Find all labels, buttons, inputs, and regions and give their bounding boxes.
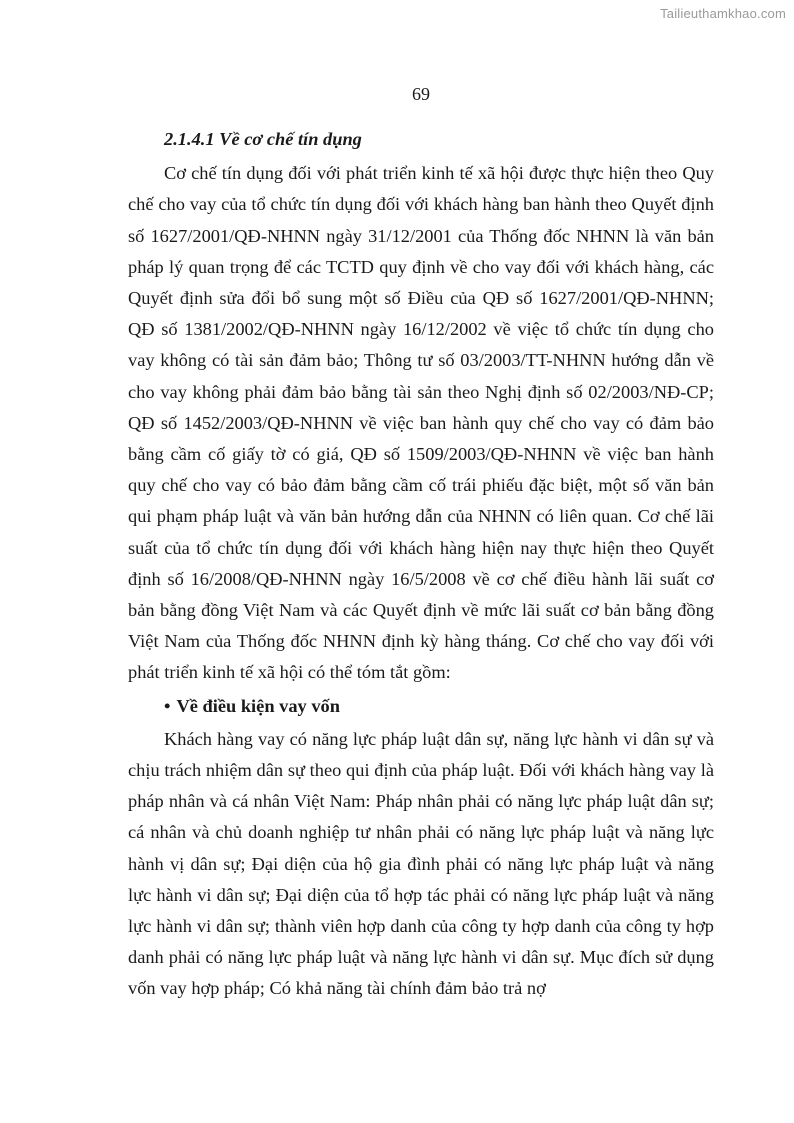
section-heading: 2.1.4.1 Về cơ chế tín dụng (164, 129, 362, 149)
body-paragraph-2: Khách hàng vay có năng lực pháp luật dân sự, năng lực hành vi dân sự và chịu trách nhiệm dân sự theo qui định của pháp luật. Đối với khách hàng vay là pháp nhân và cá nhân Việt Nam: Pháp nhân phải có năng lực pháp luật dân sự; cá nhân và chủ doanh nghiệp tư nhân phải có năng lực pháp luật và năng lực hành vị dân sự; Đại diện của hộ gia đình phải có năng lực pháp luật và năng lực hành vi dân sự; Đại diện của tổ hợp tác phải có năng lực pháp luật và năng lực hành vi dân sự; thành viên hợp danh của công ty hợp danh của công ty hợp danh phải có năng lực pháp luật và năng lực hành vi dân sự. Mục đích sử dụng vốn vay hợp pháp; Có khả năng tài chính đảm bảo trả nợ (128, 728, 714, 999)
bullet-heading: Về điều kiện vay vốn (176, 695, 340, 716)
page-body (128, 124, 714, 1005)
body-paragraph-1: Cơ chế tín dụng đối với phát triển kinh tế xã hội được thực hiện theo Quy chế cho vay của tổ chức tín dụng đối với khách hàng ban hành theo Quyết định số 1627/2001/QĐ-NHNN ngày 31/12/2001 của Thống đốc NHNN là văn bản pháp lý quan trọng để các TCTD quy định về cho vay đối với khách hàng, các Quyết định sửa đổi bổ sung một số Điều của QĐ số 1627/2001/QĐ-NHNN; QĐ số 1381/2002/QĐ-NHNN ngày 16/12/2002 về việc tổ chức tín dụng cho vay không có tài sản đảm bảo; Thông tư số 03/2003/TT-NHNN hướng dẫn về cho vay không phải đảm bảo bằng tài sản theo Nghị định số 02/2003/NĐ-CP; QĐ số 1452/2003/QĐ-NHNN về việc ban hành quy chế cho vay có đảm bảo bằng cầm cố giấy tờ có giá, QĐ số 1509/2003/QĐ-NHNN về việc ban hành quy chế cho vay có bảo đảm bằng cầm cố trái phiếu đặc biệt, một số văn bản qui phạm pháp luật và văn bản hướng dẫn của NHNN có liên quan. Cơ chế lãi suất của tổ chức tín dụng đối với khách hàng hiện nay thực hiện theo Quyết định số 16/2008/QĐ-NHNN ngày 16/5/2008 về cơ chế điều hành lãi suất cơ bản bằng đồng Việt Nam và các Quyết định về mức lãi suất cơ bản bằng đồng Việt Nam của Thống đốc NHNN định kỳ hàng tháng. Cơ chế cho vay đối với phát triển kinh tế xã hội có thể tóm tắt gồm: (128, 163, 714, 683)
bullet-icon: • (164, 695, 171, 716)
watermark-text: Tailieuthamkhao.com (660, 6, 786, 21)
bullet-heading-row (164, 691, 714, 722)
page-number: 69 (412, 84, 430, 104)
